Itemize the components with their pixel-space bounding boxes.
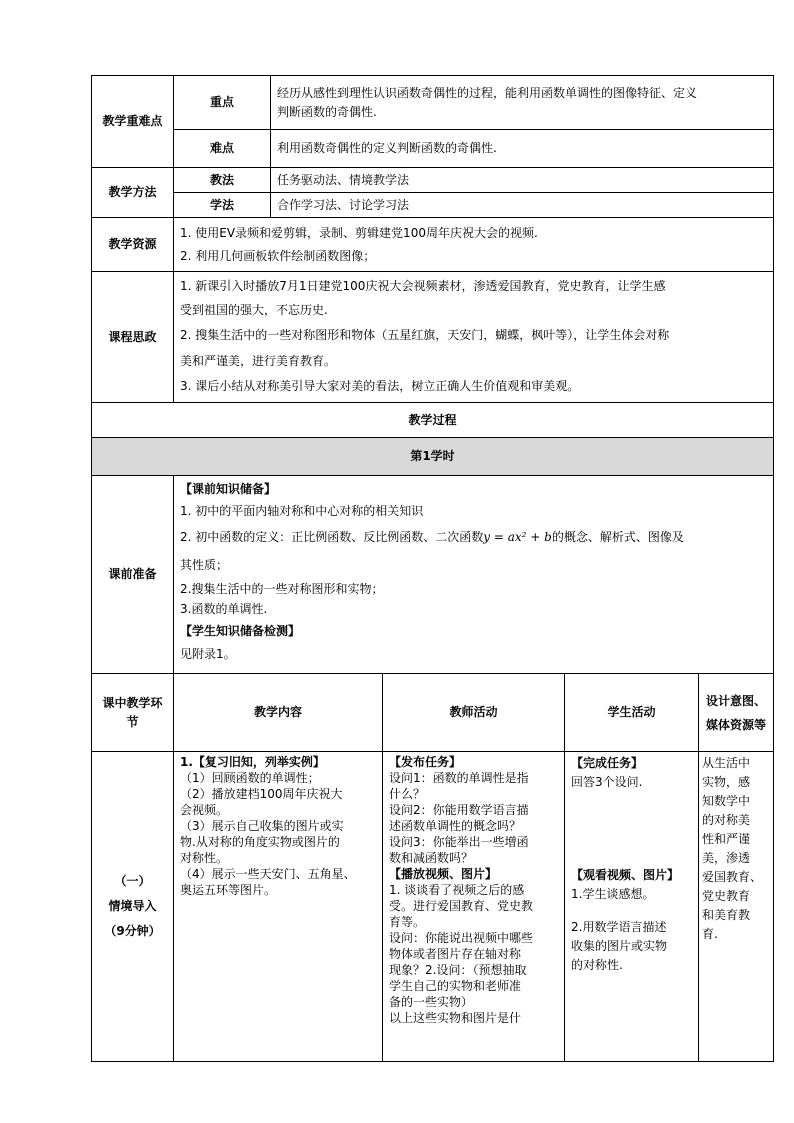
col-stage-header: 课中教学环节 — [92, 674, 174, 752]
process-title: 教学过程 — [92, 403, 774, 438]
learning-method-label: 学法 — [174, 193, 271, 218]
learning-method-text: 合作学习法、讨论学习法 — [271, 193, 774, 218]
content-cell: 1.【复习旧知，列举实例】 （1）回顾函数的单调性； （2）播放建档100周年庆祝大 会视频。 （3）展示自己收集的图片或实 物.从对称的角度实物或图片的 对称性。 （4）展示一些天安门、五角星、 奥运五环等图片。 — [174, 752, 383, 1062]
key-point-text: 经历从感性到理性认识函数奇偶性的过程，能利用函数单调性的图像特征、定义 判断函数的奇偶性. — [271, 76, 774, 130]
ideology-header: 课程思政 — [92, 272, 174, 403]
lesson-plan-document — [91, 75, 773, 1062]
overview-table — [91, 75, 774, 674]
teaching-method-label: 教法 — [174, 168, 271, 193]
col-design-header: 设计意图、媒体资源等 — [699, 674, 774, 752]
difficulty-label: 难点 — [174, 130, 271, 168]
prep-header: 课前准备 — [92, 476, 174, 674]
key-point-label: 重点 — [174, 76, 271, 130]
resources-header: 教学资源 — [92, 218, 174, 272]
focus-header: 教学重难点 — [92, 76, 174, 168]
student-activity-cell: 【完成任务】 回答3个设问. 【观看视频、图片】 1.学生谈感想。 2.用数学语言描述 收集的图片或实物 的对称性. — [565, 752, 699, 1062]
col-teacher-header: 教师活动 — [383, 674, 565, 752]
prep-item-functions: 2. 初中函数的定义：正比例函数、反比例函数、二次函数y = ax² + b的概念、解析式、图像及 — [180, 530, 684, 544]
ideology-text: 1. 新课引入时播放7月1日建党100庆祝大会视频素材，渗透爱国教育，党史教育，让学生感 受到祖国的强大，不忘历史. 2. 搜集生活中的一些对称图形和物体（五星红旗，天安门，蝴蝶，枫叶等），让学生体会对称 美和严谨美，进行美育教育。 3. 课后小结从对称美引导大家对美的看法，树立正确人生价值观和审美观。 — [174, 272, 774, 403]
teacher-activity-cell: 【发布任务】 设问1：函数的单调性是指 什么？ 设问2：你能用数学语言描 述函数单调性的概念吗？ 设问3：你能举出一些增函 数和减函数吗？ 【播放视频、图片】 1. 谈谈看了视频之后的感 受。进行爱国教育、党史教 育等。 设问：你能说出视频中哪些 物体或者图片存在轴对称 现象？2.设问：（预想抽取 学生自己的实物和老师准 备的一些实物） 以上这些实物和图片是什 — [383, 752, 565, 1062]
lesson-title: 第1学时 — [92, 438, 774, 476]
design-intent-cell: 从生活中 实物，感 知数学中 的对称美 性和严谨 美，渗透 爱国教育、 党史教育 和美育教 育. — [699, 752, 774, 1062]
resources-list: 1. 使用EV录频和爱剪辑，录制、剪辑建党100周年庆祝大会的视频. 2. 利用几何画板软件绘制函数图像； — [174, 218, 774, 272]
prep-section-title: 【课前知识储备】 — [180, 482, 277, 496]
methods-header: 教学方法 — [92, 168, 174, 218]
stage-intro: （一） 情境导入 （9分钟） — [92, 752, 174, 1062]
teaching-method-text: 任务驱动法、情境教学法 — [271, 168, 774, 193]
col-content-header: 教学内容 — [174, 674, 383, 752]
class-activity-table — [91, 673, 774, 1062]
difficulty-text: 利用函数奇偶性的定义判断函数的奇偶性. — [271, 130, 774, 168]
prep-content: 【课前知识储备】 1. 初中的平面内轴对称和中心对称的相关知识 2. 初中函数的定义：正比例函数、反比例函数、二次函数y = ax² + b的概念、解析式、图像及 其性质； 2.搜集生活中的一些对称图形和实物； 3.函数的单调性. 【学生知识储备检测】 见附录1。 — [174, 476, 774, 674]
col-student-header: 学生活动 — [565, 674, 699, 752]
quadratic-formula: y = ax² + b — [483, 530, 552, 544]
prep-check-title: 【学生知识储备检测】 — [180, 624, 301, 638]
